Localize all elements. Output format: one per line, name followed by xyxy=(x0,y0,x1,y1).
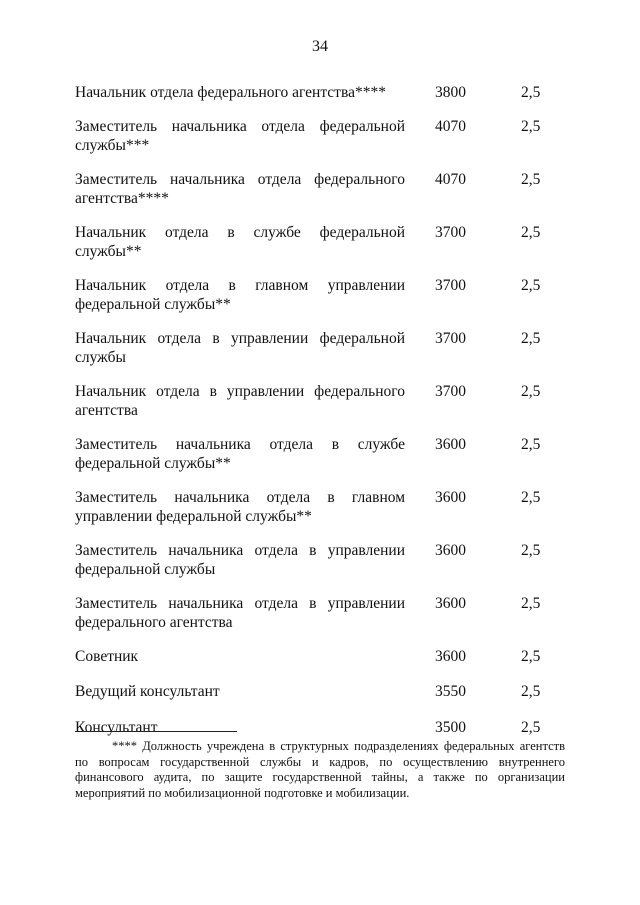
coefficient-value: 2,5 xyxy=(521,541,541,559)
position-title: Консультант xyxy=(75,718,158,736)
table-row xyxy=(75,329,555,368)
table-row xyxy=(75,488,555,527)
salary-value: 3500 xyxy=(435,718,466,736)
salary-value: 3600 xyxy=(435,435,466,453)
salary-value: 3700 xyxy=(435,223,466,241)
salary-value: 3600 xyxy=(435,594,466,612)
position-title: Начальник отдела в управлении федерального агентства xyxy=(75,382,405,419)
footnote-text: **** Должность учреждена в структурных подразделениях федеральных агентств по вопросам государственной службы и кадров, по осуществлению внутреннего финансового аудита, по защите государственной тайны, а также по организации мероприятий по мобилизационной подготовке и мобилизации. xyxy=(75,739,565,800)
table-row xyxy=(75,170,555,209)
position-title: Заместитель начальника отдела в управлении федеральной службы xyxy=(75,541,405,578)
position-title: Начальник отдела федерального агентства**** xyxy=(75,84,386,101)
coefficient-value: 2,5 xyxy=(521,488,541,506)
position-title: Ведущий консультант xyxy=(75,683,220,700)
salary-value: 3600 xyxy=(435,647,466,665)
position-title: Заместитель начальника отдела федерального агентства**** xyxy=(75,170,405,207)
coefficient-value: 2,5 xyxy=(521,84,541,101)
coefficient-value: 2,5 xyxy=(521,718,541,736)
coefficient-value: 2,5 xyxy=(521,329,541,347)
position-title: Начальник отдела в службе федеральной службы** xyxy=(75,223,405,260)
position-title: Заместитель начальника отдела в службе федеральной службы** xyxy=(75,435,405,472)
table-row xyxy=(75,541,555,580)
position-title: Советник xyxy=(75,647,139,665)
position-title: Заместитель начальника отдела в управлении федерального агентства xyxy=(75,594,405,631)
salary-value: 3700 xyxy=(435,329,466,347)
salary-value: 4070 xyxy=(435,170,466,188)
salary-value: 3700 xyxy=(435,276,466,294)
position-title: Заместитель начальника отдела федеральной службы*** xyxy=(75,117,405,154)
position-title: Начальник отдела в главном управлении федеральной службы** xyxy=(75,276,405,313)
coefficient-value: 2,5 xyxy=(521,647,541,665)
footnote-divider xyxy=(75,731,237,732)
salary-value: 3800 xyxy=(435,84,466,101)
coefficient-value: 2,5 xyxy=(521,170,541,188)
table-row xyxy=(75,117,555,156)
table-row xyxy=(75,276,555,315)
position-salary-table xyxy=(75,83,555,753)
position-title: Начальник отдела в управлении федеральной службы xyxy=(75,329,405,366)
salary-value: 3700 xyxy=(435,382,466,400)
coefficient-value: 2,5 xyxy=(521,382,541,400)
coefficient-value: 2,5 xyxy=(521,683,541,700)
table-row xyxy=(75,647,555,667)
table-row xyxy=(75,435,555,474)
salary-value: 3600 xyxy=(435,541,466,559)
coefficient-value: 2,5 xyxy=(521,435,541,453)
salary-value: 4070 xyxy=(435,117,466,135)
table-row xyxy=(75,718,555,738)
coefficient-value: 2,5 xyxy=(521,594,541,612)
coefficient-value: 2,5 xyxy=(521,276,541,294)
coefficient-value: 2,5 xyxy=(521,117,541,135)
coefficient-value: 2,5 xyxy=(521,223,541,241)
page-number: 34 xyxy=(312,38,328,55)
salary-value: 3550 xyxy=(435,683,466,700)
salary-value: 3600 xyxy=(435,488,466,506)
table-row xyxy=(75,682,555,702)
table-row xyxy=(75,223,555,262)
table-row xyxy=(75,594,555,633)
table-row xyxy=(75,382,555,421)
table-row xyxy=(75,83,555,103)
position-title: Заместитель начальника отдела в главном управлении федеральной службы** xyxy=(75,488,405,525)
